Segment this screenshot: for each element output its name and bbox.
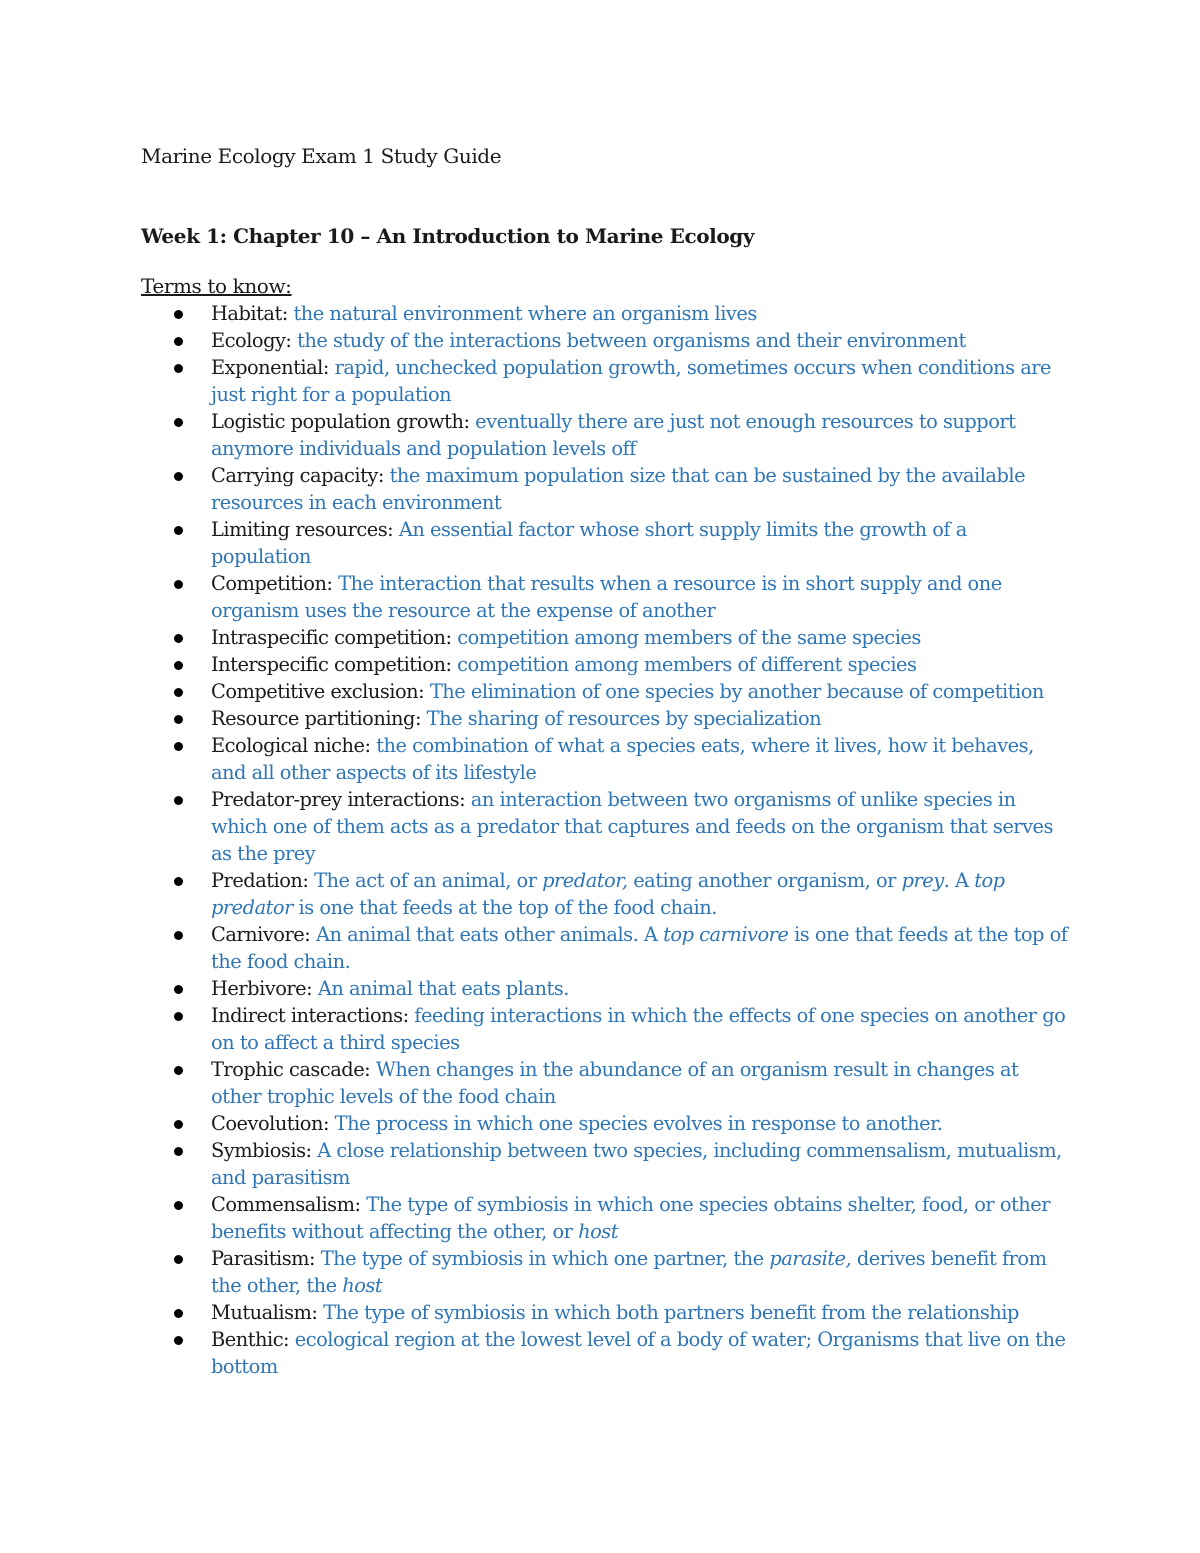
term-definition [211,1247,1046,1297]
list-item [141,786,1071,867]
bullet-icon [174,1201,183,1210]
term-label: Trophic cascade: [211,1058,376,1081]
definition-emphasis: prey [901,869,944,892]
term-label: Mutualism: [211,1301,324,1324]
definition-text: The type of symbiosis in which one species obtains shelter, food, or other benefits without affecting the other, or [211,1193,1051,1243]
bullet-icon [174,418,183,427]
bullet-icon [174,364,183,373]
definition-emphasis: predator, [542,869,628,892]
bullet-icon [174,580,183,589]
term-definition: The interaction that results when a resource is in short supply and one organism uses the resource at the expense of another [211,572,1002,622]
term-definition: the study of the interactions between organisms and their environment [297,329,966,352]
term-definition: the maximum population size that can be sustained by the available resources in each environment [211,464,1026,514]
bullet-icon [174,742,183,751]
list-item [141,921,1071,975]
term-label: Ecological niche: [211,734,377,757]
bullet-icon [174,1012,183,1021]
definition-emphasis: host [578,1220,618,1243]
list-item [141,300,1071,327]
bullet-icon [174,715,183,724]
list-item [141,1299,1071,1326]
definition-text: derives benefit from the other, the [211,1247,1047,1297]
list-item [141,408,1071,462]
term-label: Indirect interactions: [211,1004,415,1027]
term-label: Carnivore: [211,923,316,946]
term-label: Intraspecific competition: [211,626,458,649]
bullet-icon [174,1066,183,1075]
term-definition: rapid, unchecked population growth, sometimes occurs when conditions are just right for a population [211,356,1052,406]
bullet-icon [174,1147,183,1156]
term-definition: The elimination of one species by another because of competition [429,680,1044,703]
term-definition: the natural environment where an organism lives [293,302,757,325]
list-item [141,732,1071,786]
bullet-icon [174,688,183,697]
term-label: Exponential: [211,356,335,379]
bullet-icon [174,337,183,346]
term-definition: competition among members of the same species [457,626,921,649]
term-definition: an interaction between two organisms of unlike species in which one of them acts as a predator that captures and feeds on the organism that serves as the prey [211,788,1053,865]
term-definition: The process in which one species evolves in response to another. [334,1112,943,1135]
bullet-icon [174,877,183,886]
term-definition: competition among members of different species [457,653,917,676]
term-definition: ecological region at the lowest level of a body of water; Organisms that live on the bottom [211,1328,1066,1378]
term-label: Interspecific competition: [211,653,458,676]
bullet-icon [174,310,183,319]
term-definition [211,923,1067,973]
term-label: Competitive exclusion: [211,680,430,703]
list-item [141,462,1071,516]
list-item [141,975,1071,1002]
definition-text: is one that feeds at the top of the food chain. [292,896,717,919]
bullet-icon [174,472,183,481]
definition-text: eating another organism, or [627,869,902,892]
term-label: Parasitism: [211,1247,321,1270]
term-label: Commensalism: [211,1193,367,1216]
definition-text: The act of an animal, or [314,869,543,892]
term-label: Competition: [211,572,339,595]
definition-text: is one that feeds at the top of the food chain. [211,923,1068,973]
term-definition: feeding interactions in which the effects of one species on another go on to affect a third species [211,1004,1066,1054]
week-heading: Week 1: Chapter 10 – An Introduction to Marine Ecology [141,224,755,248]
term-label: Symbiosis: [211,1139,318,1162]
bullet-icon [174,796,183,805]
bullet-icon [174,931,183,940]
term-definition: The sharing of resources by specialization [426,707,822,730]
list-item [141,1137,1071,1191]
definition-emphasis: top predator [211,869,1005,919]
definition-emphasis: host [342,1274,383,1297]
definition-text: The type of symbiosis in which one partner, the [320,1247,770,1270]
term-label: Resource partitioning: [211,707,427,730]
term-definition: A close relationship between two species, including commensalism, mutualism, and parasitism [211,1139,1062,1189]
list-item [141,624,1071,651]
term-label: Ecology: [211,329,298,352]
term-definition: When changes in the abundance of an organism result in changes at other trophic levels of the food chain [211,1058,1019,1108]
term-label: Predation: [211,869,315,892]
bullet-icon [174,526,183,535]
definition-text: . A [943,869,975,892]
terms-list [141,300,1071,1380]
term-label: Habitat: [211,302,294,325]
term-label: Carrying capacity: [211,464,390,487]
bullet-icon [174,634,183,643]
terms-label: Terms to know: [141,274,292,298]
list-item [141,516,1071,570]
definition-text: An animal that eats other animals. A [315,923,664,946]
term-definition: The type of symbiosis in which both partners benefit from the relationship [323,1301,1019,1324]
term-definition: the combination of what a species eats, where it lives, how it behaves, and all other aspects of its lifestyle [211,734,1034,784]
term-label: Coevolution: [211,1112,335,1135]
term-definition [211,869,1005,919]
list-item [141,1056,1071,1110]
term-definition: An animal that eats plants. [317,977,569,1000]
term-definition: An essential factor whose short supply limits the growth of a population [211,518,967,568]
document-title: Marine Ecology Exam 1 Study Guide [141,144,502,168]
list-item [141,1245,1071,1299]
term-label: Herbivore: [211,977,318,1000]
term-label: Predator-prey interactions: [211,788,471,811]
bullet-icon [174,1120,183,1129]
list-item [141,867,1071,921]
list-item [141,354,1071,408]
term-label: Benthic: [211,1328,295,1351]
list-item [141,1191,1071,1245]
list-item [141,1326,1071,1380]
bullet-icon [174,661,183,670]
list-item [141,327,1071,354]
list-item [141,678,1071,705]
bullet-icon [174,1336,183,1345]
list-item [141,705,1071,732]
list-item [141,570,1071,624]
bullet-icon [174,1255,183,1264]
list-item [141,1002,1071,1056]
bullet-icon [174,985,183,994]
bullet-icon [174,1309,183,1318]
list-item [141,651,1071,678]
definition-emphasis: top carnivore [663,923,789,946]
term-label: Limiting resources: [211,518,399,541]
document-page [141,140,1071,1380]
definition-emphasis: parasite, [769,1247,852,1270]
term-definition: eventually there are just not enough resources to support anymore individuals and population levels off [211,410,1016,460]
list-item [141,1110,1071,1137]
term-label: Logistic population growth: [211,410,476,433]
